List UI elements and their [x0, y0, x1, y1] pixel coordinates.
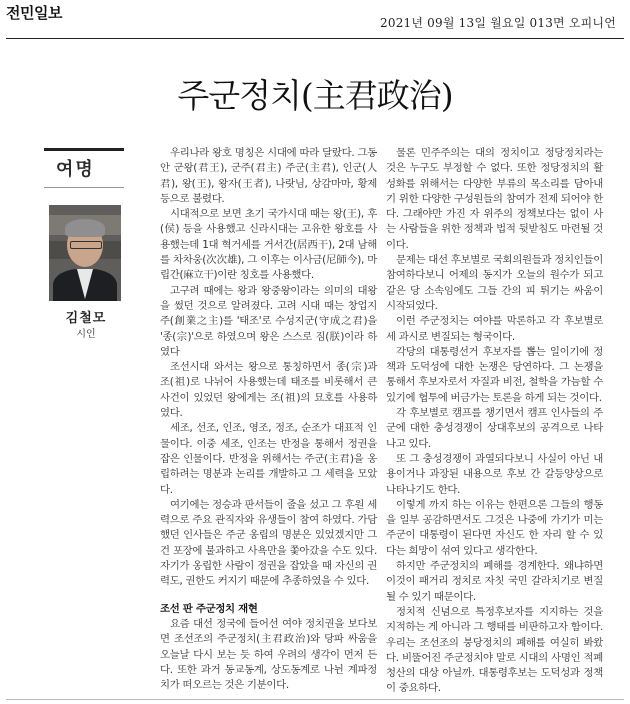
article-paragraph: 이런 주군정치는 여야를 막론하고 각 후보별로 세 과시로 변질되는 형국이다.: [386, 315, 603, 343]
article-column-2: [386, 146, 603, 697]
article-paragraph: 시대적으로 보면 초기 국가시대 때는 왕(王), 후(侯) 등을 사용했고 신라시대는 고유한 왕호를 사용했는데 1대 혁거세를 거서간(居西干), 2대 남해를 차차웅(次次雄), 그 이후는 이사금(尼師今), 마립간(麻立干)이란 칭호를 사용했다.: [160, 208, 377, 282]
article-paragraph: 세조, 선조, 인조, 영조, 정조, 순조가 대표적 인물이다. 이중 세조, 인조는 반정을 통해서 정권을 잡은 인물이다. 반정을 위해서는 주군(主君)을 옹립하려는 명분과 논리를 개발하고 그 세력을 모았다.: [160, 422, 377, 496]
article-paragraph: 각당의 대통령선거 후보자를 뽑는 일이기에 정책과 도덕성에 대한 논쟁은 당연하다. 그 논쟁을 통해서 후보자로서 자질과 비전, 철학을 가늠할 수 있기에 협투에 버금가는 토론을 하게 되는 것이다.: [386, 345, 603, 404]
author-name: 김철모: [65, 311, 107, 326]
column-name: 여명: [56, 159, 95, 180]
article-paragraph: 하지만 주군정치의 폐해를 경계한다. 왜냐하면 이것이 패거리 정치로 자칫 국민 갈라치기로 변질될 수 있기 때문이다.: [386, 560, 603, 603]
newspaper-masthead: 전민일보: [6, 4, 62, 22]
article-paragraph: 우리나라 왕호 명칭은 시대에 따라 달랐다. 그동안 군왕(君王), 군주(君主) 주군(主君), 인군(人君), 왕(王), 왕자(王者), 나랏님, 상감마마, 황제 등으로 불렸다.: [160, 147, 377, 205]
publication-dateline: 2021년 09월 13일 월요일 013면 오피니언: [380, 16, 616, 30]
article-paragraph: 정치적 신념으로 특정후보자를 지지하는 것을 지적하는 게 아니라 그 행태를 비판하고자 함이다. 우리는 조선조의 붕당정치의 폐해를 여실히 봐왔다. 비뚤어진 주군정치야 말로 시대의 사명인 적폐청산의 대상 아닐까. 대통령후보는 도덕성과 정책이 중요하다.: [386, 605, 603, 695]
article-paragraph: 각 후보별로 캠프를 챙기면서 캠프 인사들의 주군에 대한 충성경쟁이 상대후보의 공격으로 나타나고 있다.: [386, 407, 603, 450]
article-paragraph: 문제는 대선 후보별로 국회의원들과 정치인들이 참여하다보니 어제의 동지가 오늘의 원수가 되고 같은 당 소속임에도 그들 간의 피 튀기는 싸움이 시작되었다.: [386, 254, 603, 312]
article-paragraph: 또 그 충성경쟁이 과열되다보니 사실이 아닌 내용이거나 과장된 내용으로 후보 간 갈등양상으로 나타나기도 한다.: [386, 452, 603, 496]
article-column-1: [160, 146, 377, 693]
author-photo: [49, 205, 121, 301]
article-paragraph: 여기에는 정승과 판서들이 줄을 섰고 그 후원 세력으로 주요 관직자와 유생들이 참여 하였다. 가담했던 인사들은 주군 옹립의 명분은 있었겠지만 그건 포장에 불과하고 사욕만을 쫓아갔을 수도 있다. 자기가 옹립한 사람이 정권을 잡았을 때 자신의 권력도, 권한도 커지기 때문에 추종하였을 수 있다.: [160, 498, 377, 588]
column-label-block: [44, 148, 130, 188]
article-title: 주군정치(主君政治): [177, 76, 453, 115]
author-role: 시인: [76, 329, 96, 340]
article-paragraph: 요즘 대선 정국에 들어선 여야 정치권을 보다보면 조선조의 주군정치(主君政治)와 당파 싸움을 오늘날 다시 보는 듯 하여 우려의 생각이 먼저 든다. 또한 과거 동교동계, 상도동계로 나뉜 계파정치가 떠오르는 것은 기분이다.: [160, 617, 377, 692]
article-paragraph: 이렇게 까지 하는 이유는 한편으론 그들의 행동을 일부 공감하면서도 그것은 나중에 가기가 미는 주군이 대통령이 된다면 자신도 한 자리 할 수 있다는 희망이 섞여 있다고 생각한다.: [386, 498, 603, 557]
header-divider: [6, 38, 624, 39]
article-paragraph: 고구려 때에는 왕과 왕중왕이라는 의미의 대왕을 썼던 것으로 알려졌다. 고려 시대 때는 창업지주(創業之主)를 '태조'로 수성지군(守成之君)을 '종(宗)'으로 하였으며 왕은 스스로 짐(朕)이라 하였다: [160, 284, 377, 358]
column-label-rule: [44, 148, 124, 151]
article-paragraph: 물론 민주주의는 대의 정치이고 정당정치라는 것은 누구도 부정할 수 없다. 또한 정당정치의 활성화를 위해서는 다양한 부류의 목소리를 담아내기 위한 다양한 구성원들의 참여가 전제 되어야 한다. 그래야만 가진 자 위주의 정책보다는 없이 사는 사람들을 위한 정책과 법적 뒷받침도 마련될 것이다.: [386, 147, 603, 251]
column-label-underline: [44, 187, 124, 188]
footer-divider: [6, 699, 624, 700]
article-paragraph: 조선시대 와서는 왕으로 통칭하면서 종(宗)과 조(祖)로 나뉘어 사용했는데 태조를 비롯해서 큰 사건이 있었던 왕에게는 조(祖)의 묘호를 사용하였다.: [160, 361, 377, 420]
section-subheading: 조선 판 주군정치 재현: [160, 602, 258, 615]
